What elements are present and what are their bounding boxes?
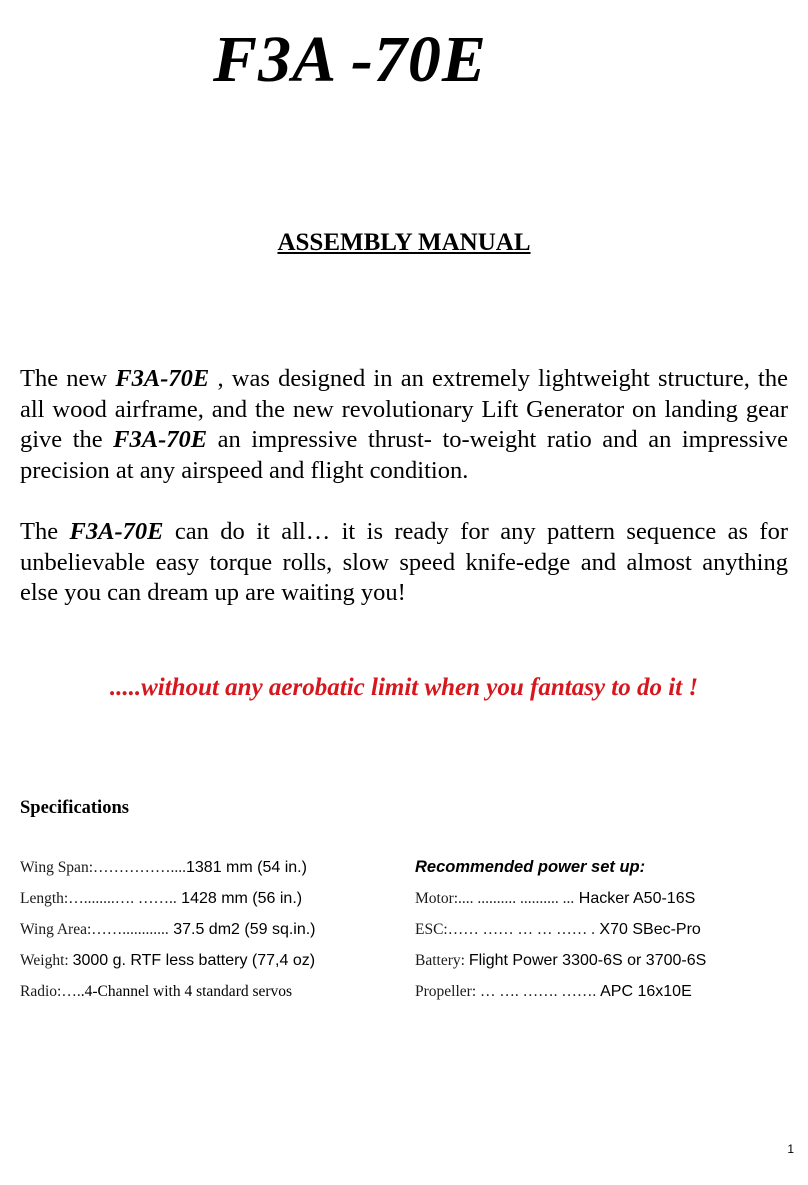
power-row-esc: [415, 914, 795, 945]
spec-row-weight: [20, 945, 400, 976]
power-label: Propeller: … …. ……. …….: [415, 983, 601, 1000]
spec-label: Radio:….: [20, 983, 81, 1000]
spec-label: Length:…........…. ……..: [20, 890, 177, 907]
manual-subtitle: ASSEMBLY MANUAL: [277, 229, 531, 256]
spec-value: 37.5 dm2 (59 sq.in.): [168, 921, 316, 938]
document-title: F3A -70E: [213, 23, 487, 96]
spec-row-length: [20, 883, 400, 914]
power-row-motor: [415, 883, 795, 914]
power-value: Flight Power 3300-6S or 3700-6S: [468, 952, 707, 969]
slogan: .....without any aerobatic limit when you fantasy to do it !: [109, 674, 699, 701]
spec-label: Wing Span:……………....: [20, 859, 186, 876]
spec-label: Weight:: [20, 952, 73, 969]
intro-text: The: [20, 518, 70, 545]
intro-paragraph-1: [20, 364, 788, 486]
intro-text: an impressive thrust- to-weight ratio and an impressive precision at any airspeed and flight condition.: [20, 426, 788, 484]
power-setup-heading: Recommended power set up:: [415, 858, 646, 876]
power-label: Battery:: [415, 952, 469, 969]
power-row-propeller: [415, 976, 795, 1007]
power-row-battery: [415, 945, 795, 976]
spec-row-wing-span: [20, 852, 400, 883]
intro-text: can do it all… it is ready for any pattern sequence as for unbelievable easy torque rolls, slow speed knife-edge and almost anything else you can dream up are waiting you!: [20, 518, 789, 606]
spec-value: .4-Channel with 4 standard servos: [80, 983, 293, 1000]
spec-label: Wing Area:……............: [20, 921, 169, 938]
model-name: F3A-70E: [69, 518, 164, 545]
power-label: ESC:…… …… … … …… .: [415, 921, 595, 938]
page-number: 1: [787, 1142, 794, 1156]
spec-value: 1381 mm (54 in.): [186, 859, 307, 876]
power-value: X70 SBec-Pro: [594, 921, 701, 938]
power-value: APC 16x10E: [600, 983, 692, 1000]
model-name: F3A-70E: [113, 426, 208, 453]
power-value: Hacker A50-16S: [574, 890, 696, 907]
power-label: Motor:.... .......... .......... ...: [415, 890, 575, 907]
spec-value: 1428 mm (56 in.): [176, 890, 303, 907]
intro-paragraph-2: [20, 517, 788, 609]
specifications-list: [20, 852, 400, 1007]
specifications-heading: Specifications: [20, 798, 129, 818]
spec-row-wing-area: [20, 914, 400, 945]
spec-row-radio: [20, 976, 400, 1007]
intro-text: The new: [20, 365, 116, 392]
model-name: F3A-70E: [115, 365, 210, 392]
power-setup-list: [415, 852, 795, 1007]
spec-value: 3000 g. RTF less battery (77,4 oz): [72, 952, 316, 969]
intro-text: , was designed in an extremely lightweight structure, the all wood airframe, and the new revolutionary Lift Generator on landing gear give the: [20, 365, 788, 453]
